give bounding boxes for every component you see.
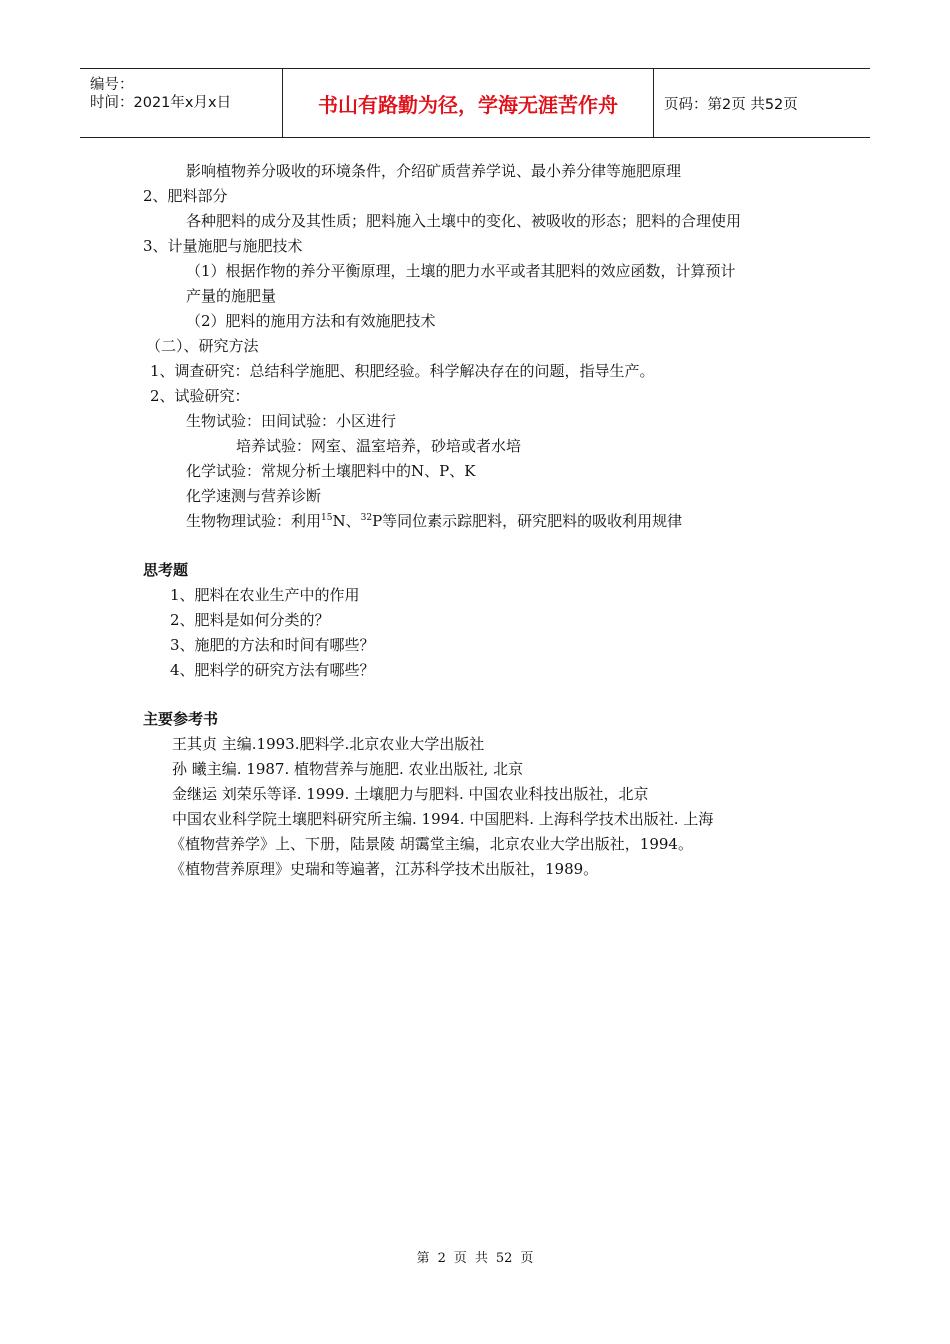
header-middle-cell <box>283 69 654 137</box>
header-left-cell <box>80 69 283 137</box>
content-line: 生物试验：田间试验：小区进行 <box>186 412 397 430</box>
content-line: 各种肥料的成分及其性质；肥料施入土壤中的变化、被吸收的形态；肥料的合理使用 <box>186 212 742 230</box>
reference-item: 金继运 刘荣乐等译. 1999. 土壤肥力与肥料. 中国农业科技出版社，北京 <box>172 785 649 803</box>
time-label: 时间：2021年x月x日 <box>90 95 232 111</box>
content-line: 化学试验：常规分析土壤肥料中的N、P、K <box>186 462 476 480</box>
question-item: 2、肥料是如何分类的？ <box>170 611 330 629</box>
reference-item: 孙 曦主编. 1987. 植物营养与施肥. 农业出版社, 北京 <box>172 760 524 778</box>
section-heading: 2、肥料部分 <box>143 187 228 205</box>
content-line-isotope: 生物物理试验：利用$^{15}$N、$^{32}$P等同位素示踪肥料，研究肥料的吸收利用规律 <box>186 512 683 530</box>
number-label: 编号： <box>90 77 134 93</box>
footer-page-number: 2 <box>437 1251 446 1266</box>
reference-item: 中国农业科学院土壤肥料研究所主编. 1994. 中国肥料. 上海科学技术出版社. 上海 <box>172 810 714 828</box>
header-right-cell <box>654 69 870 137</box>
content-line: 影响植物养分吸收的环境条件，介绍矿质营养学说、最小养分律等施肥原理 <box>186 162 682 180</box>
reference-item: 《植物营养学》上、下册，陆景陵 胡霭堂主编，北京农业大学出版社，1994。 <box>170 835 693 853</box>
superscript: 15 <box>321 513 333 523</box>
question-item: 3、施肥的方法和时间有哪些？ <box>170 636 375 654</box>
reference-item: 《植物营养原理》史瑞和等遍著，江苏科学技术出版社，1989。 <box>170 860 599 878</box>
section-heading: 3、计量施肥与施肥技术 <box>143 237 303 255</box>
content-line: （1）根据作物的养分平衡原理，土壤的肥力水平或者其肥料的效应函数，计算预计 <box>186 262 736 280</box>
section-heading: （二）、研究方法 <box>146 337 259 355</box>
references-title: 主要参考书 <box>143 710 219 728</box>
question-item: 4、肥料学的研究方法有哪些？ <box>170 661 375 679</box>
content-line: 1、调查研究：总结科学施肥、积肥经验。科学解决存在的问题，指导生产。 <box>150 362 655 380</box>
content-line: （2）肥料的施用方法和有效施肥技术 <box>186 312 436 330</box>
page-info: 页码：第2页 共52页 <box>664 97 798 113</box>
footer-total-pages: 52 <box>495 1251 513 1266</box>
content-line: 产量的施肥量 <box>186 287 277 305</box>
content-line: 培养试验：网室、温室培养，砂培或者水培 <box>236 437 522 455</box>
page-header <box>80 68 870 138</box>
page-footer: 第 2 页 共 52 页 <box>416 1251 534 1266</box>
question-item: 1、肥料在农业生产中的作用 <box>170 586 360 604</box>
superscript: 32 <box>360 513 373 523</box>
questions-title: 思考题 <box>143 561 189 579</box>
reference-item: 王其贞 主编.1993.肥料学.北京农业大学出版社 <box>172 735 485 753</box>
content-line: 2、试验研究： <box>150 387 250 405</box>
content-line: 化学速测与营养诊断 <box>186 487 322 505</box>
motto: 书山有路勤为径，学海无涯苦作舟 <box>318 93 618 117</box>
